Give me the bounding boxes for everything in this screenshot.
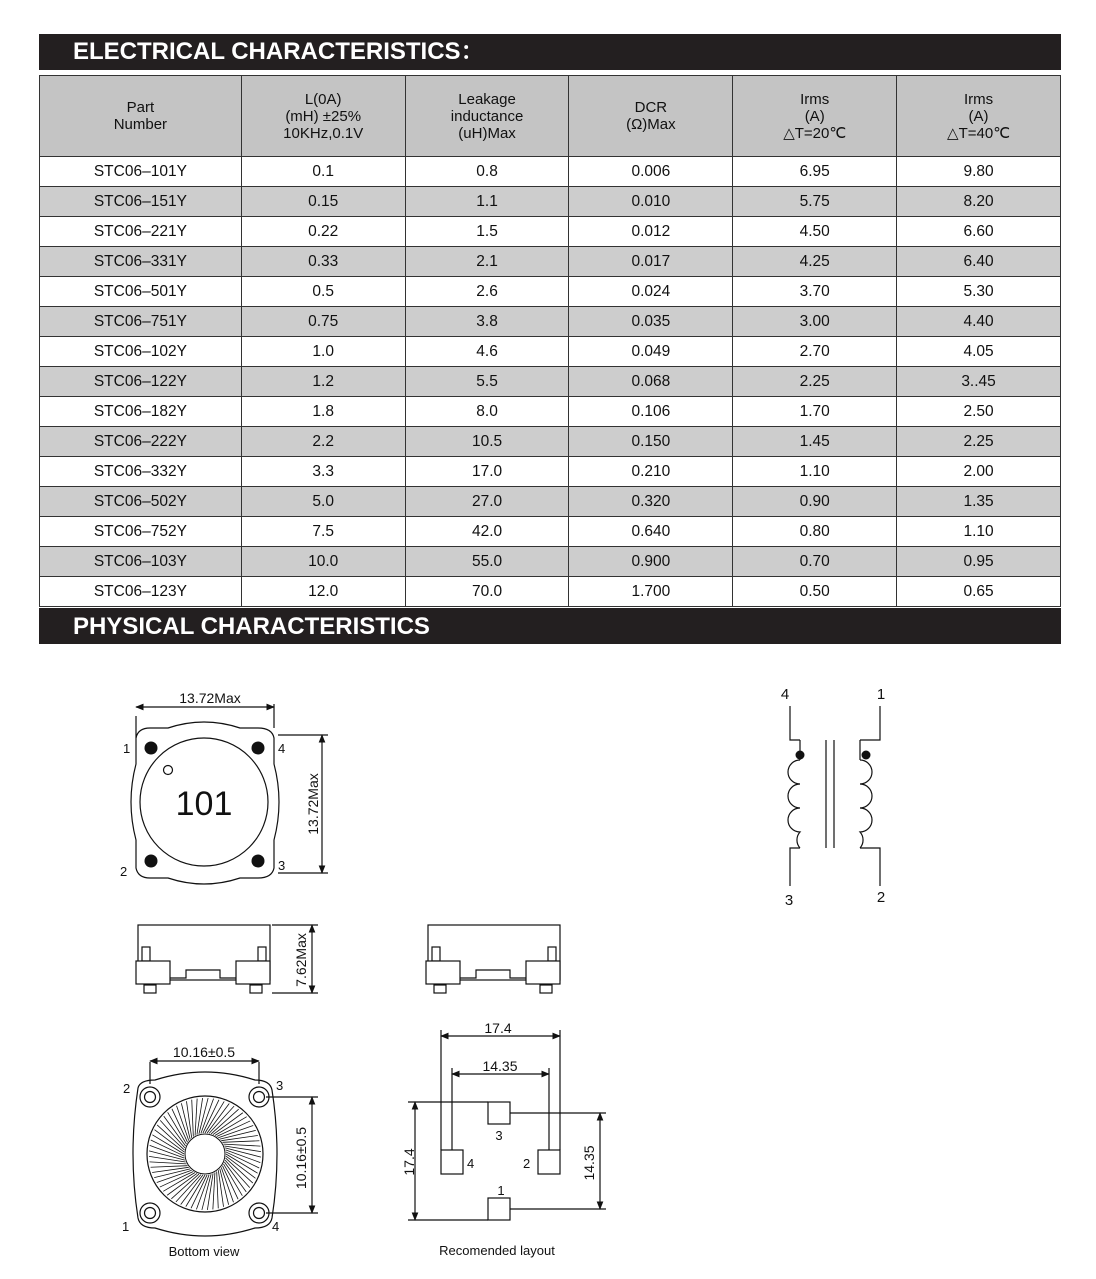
- leakage-inductance-cell: 10.5: [405, 427, 569, 457]
- layout-pad-4-label: 4: [467, 1156, 475, 1171]
- leakage-inductance-cell: 3.8: [405, 307, 569, 337]
- col-header-leakage-inductance: Leakage inductance (uH)Max: [405, 76, 569, 157]
- irms-40-cell: 0.65: [897, 577, 1061, 607]
- leakage-inductance-cell: 17.0: [405, 457, 569, 487]
- irms-20-cell: 0.80: [733, 517, 897, 547]
- left-winding-dot: [796, 751, 805, 760]
- part-number-cell: STC06–122Y: [40, 367, 242, 397]
- irms-20-cell: 2.25: [733, 367, 897, 397]
- layout-pad-1-label: 1: [497, 1183, 505, 1198]
- pad-1: [488, 1198, 510, 1220]
- part-number-cell: STC06–752Y: [40, 517, 242, 547]
- inductance-cell: 3.3: [241, 457, 405, 487]
- irms-40-cell: 8.20: [897, 187, 1061, 217]
- part-number-cell: STC06–123Y: [40, 577, 242, 607]
- part-number-cell: STC06–103Y: [40, 547, 242, 577]
- dcr-cell: 0.900: [569, 547, 733, 577]
- leakage-inductance-cell: 5.5: [405, 367, 569, 397]
- side-view-drawing: [136, 925, 318, 993]
- leakage-inductance-cell: 1.5: [405, 217, 569, 247]
- side-view-drawing-2: [426, 925, 560, 993]
- bottom-pin-4-label: 4: [272, 1219, 280, 1234]
- irms-20-cell: 0.90: [733, 487, 897, 517]
- dcr-cell: 0.010: [569, 187, 733, 217]
- right-winding-dot: [862, 751, 871, 760]
- layout-outer-height: 17.4: [401, 1148, 417, 1176]
- bottom-pin-3-label: 3: [276, 1078, 284, 1093]
- inductance-cell: 0.33: [241, 247, 405, 277]
- inductance-cell: 0.75: [241, 307, 405, 337]
- part-number-cell: STC06–102Y: [40, 337, 242, 367]
- top-pin-4-label: 4: [278, 741, 286, 756]
- inductance-cell: 2.2: [241, 427, 405, 457]
- leakage-inductance-cell: 70.0: [405, 577, 569, 607]
- part-marking: 101: [175, 785, 233, 823]
- inductance-cell: 1.8: [241, 397, 405, 427]
- irms-40-cell: 6.60: [897, 217, 1061, 247]
- leakage-inductance-cell: 0.8: [405, 157, 569, 187]
- bottom-view-drawing: [133, 1061, 318, 1236]
- top-height-dimension: 13.72Max: [305, 773, 321, 835]
- bottom-pin-2-label: 2: [123, 1081, 131, 1096]
- leakage-inductance-cell: 2.1: [405, 247, 569, 277]
- bottom-width-dimension: 10.16±0.5: [172, 1044, 236, 1060]
- part-number-cell: STC06–182Y: [40, 397, 242, 427]
- side-height-dimension: 7.62Max: [293, 933, 309, 987]
- dcr-cell: 0.320: [569, 487, 733, 517]
- layout-pad-3-label: 3: [495, 1128, 503, 1143]
- pad-4: [441, 1150, 463, 1174]
- pad-2: [538, 1150, 560, 1174]
- part-number-cell: STC06–222Y: [40, 427, 242, 457]
- part-number-cell: STC06–221Y: [40, 217, 242, 247]
- leakage-inductance-cell: 2.6: [405, 277, 569, 307]
- inductance-cell: 1.2: [241, 367, 405, 397]
- dcr-cell: 0.068: [569, 367, 733, 397]
- dcr-cell: 0.150: [569, 427, 733, 457]
- dcr-cell: 1.700: [569, 577, 733, 607]
- irms-20-cell: 2.70: [733, 337, 897, 367]
- leakage-inductance-cell: 42.0: [405, 517, 569, 547]
- leakage-inductance-cell: 4.6: [405, 337, 569, 367]
- dcr-cell: 0.640: [569, 517, 733, 547]
- col-header-dcr: DCR (Ω)Max: [569, 76, 733, 157]
- col-header-irms-40: Irms (A) △T=40℃: [897, 76, 1061, 157]
- irms-20-cell: 6.95: [733, 157, 897, 187]
- schematic-pin-3-label: 3: [784, 892, 794, 909]
- irms-20-cell: 0.50: [733, 577, 897, 607]
- dcr-cell: 0.012: [569, 217, 733, 247]
- inductance-cell: 1.0: [241, 337, 405, 367]
- schematic-pin-4-label: 4: [780, 686, 790, 703]
- col-header-irms-20: Irms (A) △T=20℃: [733, 76, 897, 157]
- irms-40-cell: 2.50: [897, 397, 1061, 427]
- irms-20-cell: 1.45: [733, 427, 897, 457]
- top-pin-1-label: 1: [123, 741, 131, 756]
- inductance-cell: 7.5: [241, 517, 405, 547]
- irms-40-cell: 2.25: [897, 427, 1061, 457]
- dcr-cell: 0.106: [569, 397, 733, 427]
- inductance-cell: 5.0: [241, 487, 405, 517]
- leakage-inductance-cell: 27.0: [405, 487, 569, 517]
- part-number-cell: STC06–501Y: [40, 277, 242, 307]
- bottom-view-caption: Bottom view: [168, 1244, 240, 1259]
- irms-40-cell: 5.30: [897, 277, 1061, 307]
- layout-caption: Recomended layout: [439, 1243, 555, 1258]
- irms-40-cell: 4.40: [897, 307, 1061, 337]
- part-number-cell: STC06–331Y: [40, 247, 242, 277]
- pad-3: [488, 1102, 510, 1124]
- irms-20-cell: 3.70: [733, 277, 897, 307]
- layout-outer-width: 17.4: [484, 1020, 512, 1036]
- inductance-cell: 10.0: [241, 547, 405, 577]
- irms-40-cell: 1.35: [897, 487, 1061, 517]
- part-number-cell: STC06–101Y: [40, 157, 242, 187]
- irms-20-cell: 4.50: [733, 217, 897, 247]
- dcr-cell: 0.024: [569, 277, 733, 307]
- part-number-cell: STC06–332Y: [40, 457, 242, 487]
- layout-inner-width: 14.35: [482, 1058, 518, 1074]
- leakage-inductance-cell: 8.0: [405, 397, 569, 427]
- irms-40-cell: 0.95: [897, 547, 1061, 577]
- irms-20-cell: 1.10: [733, 457, 897, 487]
- part-number-cell: STC06–751Y: [40, 307, 242, 337]
- irms-40-cell: 2.00: [897, 457, 1061, 487]
- irms-20-cell: 5.75: [733, 187, 897, 217]
- bottom-height-dimension: 10.16±0.5: [293, 1126, 309, 1190]
- inductance-cell: 12.0: [241, 577, 405, 607]
- part-number-cell: STC06–151Y: [40, 187, 242, 217]
- layout-inner-height: 14.35: [581, 1145, 597, 1181]
- electrical-characteristics-banner: ELECTRICAL CHARACTERISTICS：: [39, 34, 1061, 70]
- irms-40-cell: 6.40: [897, 247, 1061, 277]
- schematic-pin-2-label: 2: [876, 889, 886, 906]
- pin-2-pad: [145, 855, 158, 868]
- irms-20-cell: 0.70: [733, 547, 897, 577]
- dcr-cell: 0.017: [569, 247, 733, 277]
- pin-1-pad: [145, 742, 158, 755]
- layout-pad-2-label: 2: [523, 1156, 531, 1171]
- irms-20-cell: 3.00: [733, 307, 897, 337]
- irms-40-cell: 1.10: [897, 517, 1061, 547]
- dcr-cell: 0.049: [569, 337, 733, 367]
- inductance-cell: 0.1: [241, 157, 405, 187]
- pin-4-pad: [252, 742, 265, 755]
- dcr-cell: 0.210: [569, 457, 733, 487]
- irms-20-cell: 1.70: [733, 397, 897, 427]
- top-pin-2-label: 2: [120, 864, 128, 879]
- irms-40-cell: 9.80: [897, 157, 1061, 187]
- schematic-drawing: [788, 706, 880, 886]
- dcr-cell: 0.006: [569, 157, 733, 187]
- dcr-cell: 0.035: [569, 307, 733, 337]
- irms-40-cell: 4.05: [897, 337, 1061, 367]
- irms-40-cell: 3..45: [897, 367, 1061, 397]
- inductance-cell: 0.5: [241, 277, 405, 307]
- schematic-pin-1-label: 1: [876, 686, 886, 703]
- physical-characteristics-banner: PHYSICAL CHARACTERISTICS: [39, 608, 1061, 644]
- irms-20-cell: 4.25: [733, 247, 897, 277]
- inductance-cell: 0.22: [241, 217, 405, 247]
- col-header-part-number: Part Number: [40, 76, 242, 157]
- pin-3-pad: [252, 855, 265, 868]
- leakage-inductance-cell: 55.0: [405, 547, 569, 577]
- top-pin-3-label: 3: [278, 858, 286, 873]
- col-header-inductance: L(0A) (mH) ±25% 10KHz,0.1V: [241, 76, 405, 157]
- bottom-pin-1-label: 1: [122, 1219, 130, 1234]
- inductance-cell: 0.15: [241, 187, 405, 217]
- top-width-dimension: 13.72Max: [179, 690, 241, 706]
- part-number-cell: STC06–502Y: [40, 487, 242, 517]
- leakage-inductance-cell: 1.1: [405, 187, 569, 217]
